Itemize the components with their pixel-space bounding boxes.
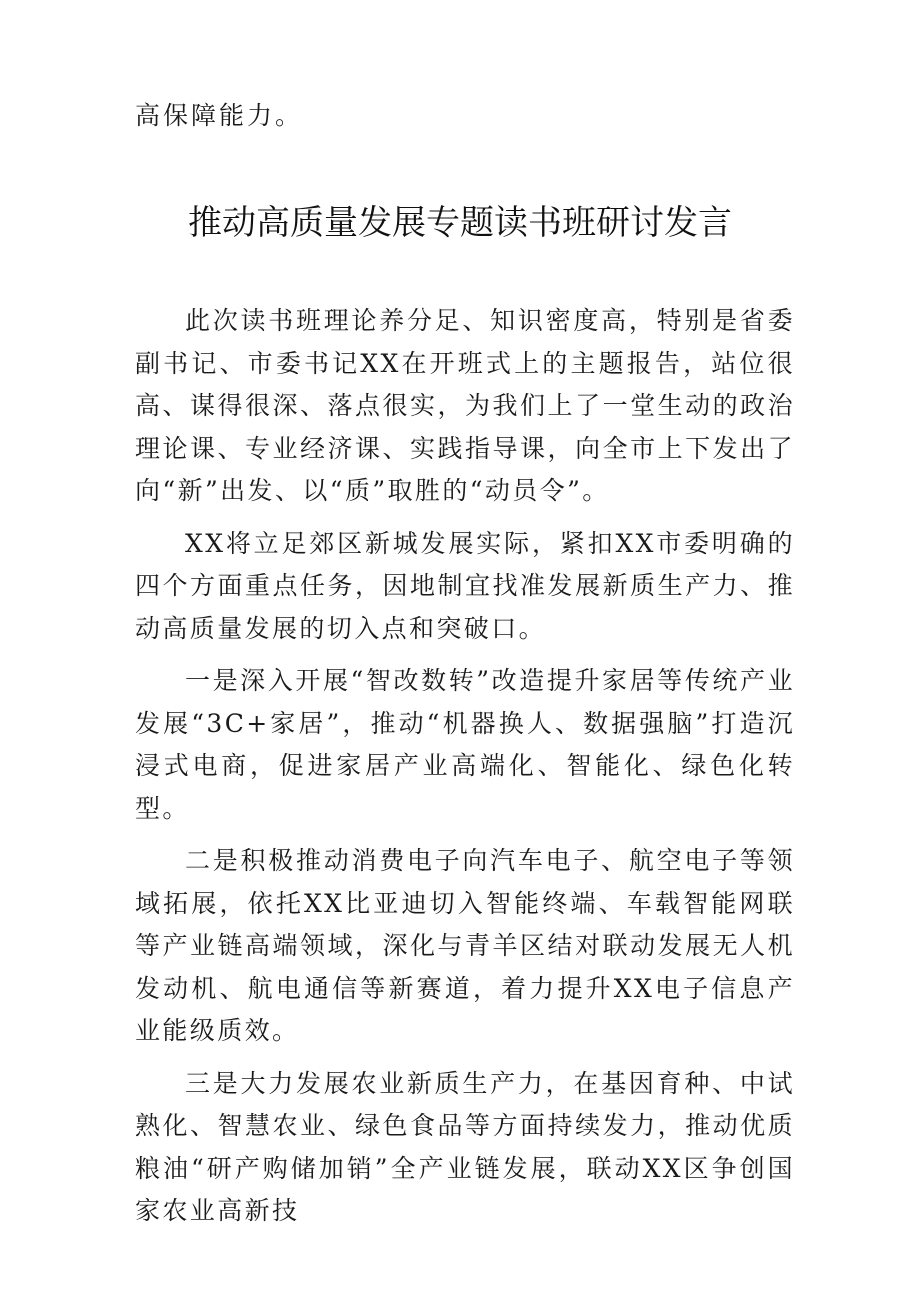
paragraph-point-three: 三是大力发展农业新质生产力，在基因育种、中试熟化、智慧农业、绿色食品等方面持续发力，推动优质粮油“研产购储加销”全产业链发展，联动XX区争创国家农业高新技 <box>135 1068 795 1225</box>
document-title: 推动高质量发展专题读书班研讨发言 <box>188 203 732 243</box>
paragraph-point-one: 一是深入开展“智改数转”改造提升家居等传统产业发展“3C+家居”，推动“机器换人、数据强脑”打造沉浸式电商，促进家居产业高端化、智能化、绿色化转型。 <box>135 666 795 823</box>
paragraph-point-two: 二是积极推动消费电子向汽车电子、航空电子等领域拓展，依托XX比亚迪切入智能终端、车载智能网联等产业链高端领域，深化与青羊区结对联动发展无人机发动机、航电通信等新赛道，着力提升XX电子信息产业能级质效。 <box>135 846 795 1045</box>
paragraph-intro: 此次读书班理论养分足、知识密度高，特别是省委副书记、市委书记XX在开班式上的主题报告，站位很高、谋得很深、落点很实，为我们上了一堂生动的政治理论课、专业经济课、实践指导课，向全市上下发出了向“新”出发、以“质”取胜的“动员令”。 <box>135 306 795 505</box>
carry-over-line: 高保障能力。 <box>135 101 304 130</box>
document-body <box>135 300 795 1243</box>
paragraph-overview: XX将立足郊区新城发展实际，紧扣XX市委明确的四个方面重点任务，因地制宜找准发展新质生产力、推动高质量发展的切入点和突破口。 <box>135 528 795 643</box>
